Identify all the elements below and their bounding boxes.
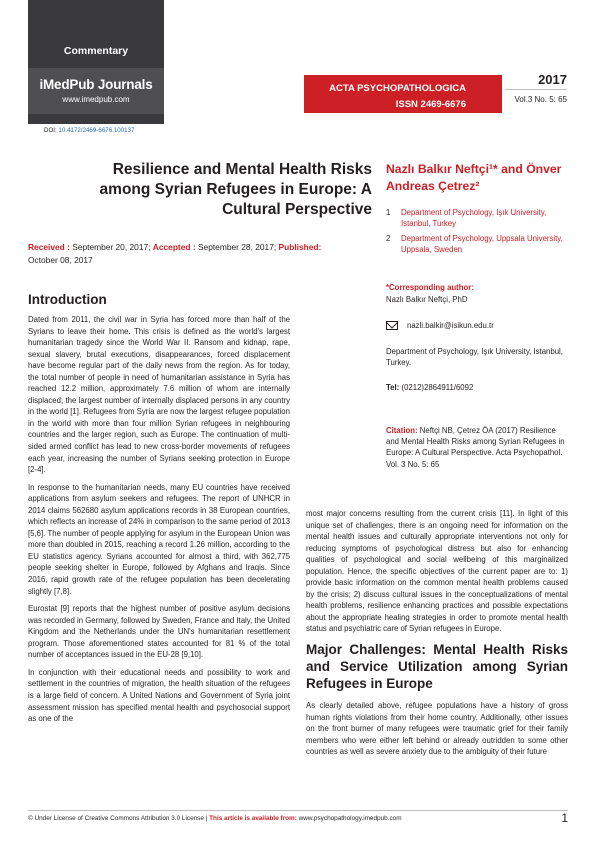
publisher-brand: iMedPub Journals bbox=[39, 77, 153, 92]
article-title: Resilience and Mental Health Risks among Syrian Refugees in Europe: A Cultural Perspective bbox=[99, 161, 372, 218]
footer-divider bbox=[28, 810, 568, 811]
page-number: 1 bbox=[561, 811, 568, 825]
telephone-label: Tel: bbox=[386, 382, 400, 392]
affiliation-item bbox=[386, 233, 571, 255]
corresponding-label: *Corresponding author: bbox=[386, 283, 474, 292]
affiliations bbox=[386, 207, 571, 259]
introduction-heading: Introduction bbox=[28, 292, 107, 307]
publisher-banner bbox=[28, 0, 164, 124]
accepted-label: Accepted : bbox=[152, 242, 196, 252]
journal-issn: ISSN 2469-6676 bbox=[395, 99, 466, 110]
received-date: September 20, 2017; bbox=[72, 242, 151, 252]
affiliation-text: Department of Psychology, Işık University, Istanbul, Turkey bbox=[401, 208, 547, 228]
citation-label: Citation: bbox=[386, 426, 418, 435]
affiliation-item bbox=[386, 207, 571, 229]
paragraph: Dated from 2011, the civil war in Syria has forced more than half of the Syrians to leave their home. This crisis is defined as the world's largest humanitarian tragedy since the World War II. Ransom and kidnap, rape, sexual slavery, brutal executions, disappearances, forced displacement have become regular part of the daily news from the region. As for today, the total number of people in need of humanitarian assistance in Syria has reached 12.2 million, approximately 7.6 million of whom are internally displaced; the largest number of internally displaced persons in any country in the world [1]. Refugees from Syria are now the largest refugee population in the world with more than four million Syrian refugees in neighbouring countries and the larger region, such as Europe. The continuation of multi-sided armed conflict has lead to new cross-border movements of refugees each year, increasing the number of Syrians seeking protection in Europe [2-4]. bbox=[28, 315, 290, 475]
availability-url[interactable]: www.psychopathology.imedpub.com bbox=[298, 815, 402, 822]
published-label: Published: bbox=[278, 242, 322, 252]
citation-block bbox=[386, 425, 571, 470]
corresponding-dept: Department of Psychology, Işık University, Istanbul, Turkey. bbox=[386, 346, 563, 367]
doi-link[interactable]: 10.4172/2469-6676.100137 bbox=[58, 127, 135, 134]
affiliation-text: Department of Psychology, Uppsala University, Uppsala, Sweden bbox=[401, 234, 563, 254]
doi-label: DOI: bbox=[44, 127, 57, 134]
introduction-body bbox=[28, 314, 290, 731]
journal-name: ACTA PSYCHOPATHOLOGICA bbox=[329, 83, 466, 94]
doi-line bbox=[44, 127, 135, 134]
telephone-number: (0212)2864911/6092 bbox=[401, 382, 474, 392]
envelope-icon bbox=[386, 321, 398, 330]
author-names: Nazlı Balkır Neftçi¹* and Önver Andreas Çetrez² bbox=[386, 162, 562, 193]
article-dates bbox=[28, 241, 346, 267]
article-type-label: Commentary bbox=[63, 45, 129, 57]
paragraph: Eurostat [9] reports that the highest number of positive asylum decisions was recorded in Germany, followed by Sweden, France and Italy, the United Kingdom and the Netherlands under the UN's humanitarian resettlement program. Those aforementioned states accounted for 81 % of the total number of acceptances issued in the EU-28 [9,10]. bbox=[28, 604, 290, 660]
publication-year: 2017 bbox=[538, 72, 567, 87]
section-heading: Major Challenges: Mental Health Risks and Service Utilization among Syrian Refugees in Europe bbox=[306, 642, 568, 692]
second-column-body bbox=[306, 508, 568, 764]
paragraph: In response to the humanitarian needs, many EU countries have received applications from asylum seekers and refugees. The report of UNHCR in 2014 claims 562680 asylum applications records in 38 European countries, which reflects an increase of 24% in comparison to the same period of 2013 [5,6]. The number of people applying for asylum in the European Union was more than doubled in 2015, reaching a record 1.26 million, according to the EU statistics agency. Syrians accounted for almost a third, with 362,775 people seeking shelter in Europe, followed by Afghans and Iraqis. Since 2016, rapid growth rate of the refugee population has been decelerating slightly [7,8]. bbox=[28, 482, 290, 596]
license-text: © Under License of Creative Commons Attribution 3.0 License | bbox=[28, 815, 208, 822]
paragraph: As clearly detailed above, refugee populations have a history of gross human rights violations from their home country. Additionally, other issues on the front burner of many refugees were traumatic grief for their family members who were either left behind or already outridden to some other countries as well as severe anxiety due to the ambiguity of their future bbox=[306, 701, 568, 757]
affiliation-number: 1 bbox=[386, 208, 391, 217]
affiliation-number: 2 bbox=[386, 234, 391, 243]
corresponding-name: Nazlı Balkır Neftçi, PhD bbox=[386, 294, 468, 304]
volume-number: Vol.3 No. 5: 65 bbox=[514, 95, 567, 104]
availability-label: This article is available from: bbox=[209, 815, 297, 822]
citation-text: Neftçi NB, Çetrez ÖA (2017) Resilience and Mental Health Risks among Syrian Refugees in Europe: A Cultural Perspective. Acta Psychopathol. Vol. 3 No. 5: 65 bbox=[386, 426, 565, 469]
paragraph: In conjunction with their educational needs and possibility to work and settlement in the countries of migration, the health situation of the refugees is a large field of concern. A United Nations and Government of Syria joint assessment mission has specified mental health and psychosocial support as one of the bbox=[28, 667, 290, 724]
header-divider bbox=[505, 89, 567, 90]
email-row bbox=[386, 320, 571, 332]
telephone-line bbox=[386, 382, 571, 394]
accepted-date: September 28, 2017; bbox=[197, 242, 277, 252]
corresponding-email[interactable]: nazli.balkir@isikun.edu.tr bbox=[407, 321, 494, 330]
paragraph: most major concerns resulting from the current crisis [11]. In light of this unique set of challenges, there is an ongoing need for information on the mental health issues and culturally appropriate interventions not only for reducing symptoms of psychological distress but also for enhancing qualities of psychological and social wellbeing of this marginalized population. Hence, the specific objectives of the current paper are to: 1) provide basic information on the common mental health problems caused by the crisis; 2) discuss cultural issues in the conceptualizations of mental health problems, resilience enhancing practices and possible expectations about the appropriate healing strategies in order to promote mental health status and psychiatric care of Syrian refugees in Europe. bbox=[306, 509, 568, 634]
footer-license bbox=[28, 815, 402, 822]
received-label: Received : bbox=[28, 242, 70, 252]
corresponding-author bbox=[386, 282, 571, 393]
journal-banner bbox=[304, 75, 502, 113]
published-date: October 08, 2017 bbox=[28, 255, 93, 265]
publisher-url[interactable]: www.imedpub.com bbox=[62, 95, 130, 104]
